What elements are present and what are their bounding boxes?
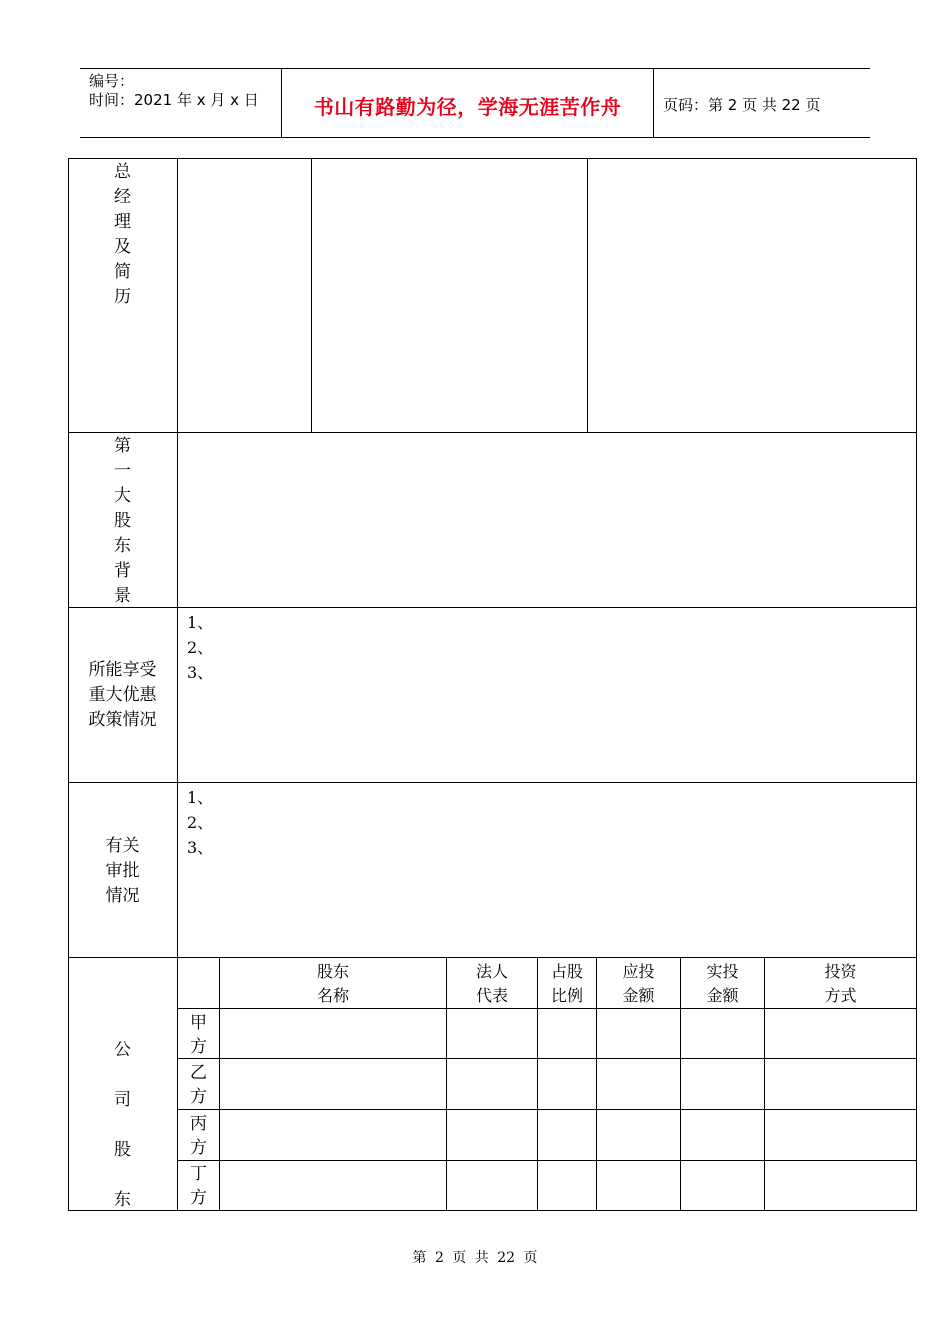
column-header-shareholder-name — [220, 960, 446, 1008]
column-header-amount-due — [597, 960, 680, 1008]
grid-row-line — [178, 1058, 917, 1059]
column-header-amount-paid — [681, 960, 764, 1008]
gm-input-cell-3[interactable] — [588, 159, 916, 432]
table-border-bottom — [68, 1210, 917, 1211]
list-item: 2、 — [187, 638, 214, 657]
list-item: 1、 — [187, 788, 214, 807]
party-char: 方 — [190, 1188, 207, 1208]
column-header-legal-rep — [447, 960, 537, 1008]
label-char: 理 — [114, 212, 131, 232]
label-line: 所能享受 — [88, 660, 157, 680]
preferential-policy-list[interactable] — [187, 610, 213, 685]
label-line: 情况 — [105, 886, 140, 906]
company-shareholders-label-char: 东 — [114, 1190, 131, 1210]
label-char: 景 — [114, 586, 131, 606]
label-char: 东 — [114, 536, 131, 556]
party-char: 方 — [190, 1138, 207, 1158]
label-line: 有关 — [105, 836, 140, 856]
grid-row-line — [178, 1160, 917, 1161]
column-header-investment-method — [765, 960, 916, 1008]
party-d-label — [178, 1162, 219, 1210]
header-line: 占股 — [550, 962, 583, 981]
header-line: 金额 — [706, 986, 739, 1005]
label-char: 一 — [114, 461, 131, 481]
header-line: 投资 — [824, 962, 857, 981]
header-line: 法人 — [475, 962, 508, 981]
grid-row-line — [178, 1109, 917, 1110]
header-line: 比例 — [550, 986, 583, 1005]
label-char: 历 — [114, 287, 131, 307]
party-a-label — [178, 1011, 219, 1059]
header-line: 方式 — [824, 986, 857, 1005]
header-line: 实投 — [706, 962, 739, 981]
column-header-share-ratio — [538, 960, 596, 1008]
motto-text: 书山有路勤为径，学海无涯苦作舟 — [313, 95, 622, 119]
party-char: 乙 — [190, 1063, 207, 1083]
company-shareholders-label-char: 公 — [114, 1040, 131, 1060]
header-page-label: 页码：第 2 页 共 22 页 — [663, 96, 821, 114]
header-line: 代表 — [475, 986, 508, 1005]
party-char: 丁 — [190, 1164, 207, 1184]
row-divider — [68, 782, 917, 783]
header-page-cell — [654, 69, 870, 137]
label-char: 总 — [114, 162, 131, 182]
label-char: 及 — [114, 237, 131, 257]
preferential-policy-label — [68, 658, 177, 733]
party-char: 方 — [190, 1037, 207, 1057]
header-meta-cell — [80, 69, 282, 137]
largest-shareholder-label — [68, 434, 177, 609]
label-char: 经 — [114, 187, 131, 207]
document-time-label: 时间：2021 年 x 月 x 日 — [89, 91, 259, 109]
label-line: 重大优惠 — [88, 685, 157, 705]
label-line: 政策情况 — [88, 710, 157, 730]
row-divider — [68, 957, 917, 958]
page-footer: 第 2 页 共 22 页 — [412, 1250, 538, 1266]
largest-shareholder-input[interactable] — [178, 433, 916, 607]
header-line: 股东 — [316, 962, 349, 981]
label-char: 简 — [114, 262, 131, 282]
gm-input-cell-1[interactable] — [178, 159, 311, 432]
party-c-label — [178, 1112, 219, 1160]
company-info-form — [68, 158, 917, 1211]
label-char: 大 — [114, 486, 131, 506]
approval-status-list[interactable] — [187, 785, 213, 860]
party-b-label — [178, 1061, 219, 1109]
list-item: 1、 — [187, 613, 214, 632]
gm-resume-label — [68, 160, 177, 310]
row-divider — [68, 607, 917, 608]
list-item: 3、 — [187, 663, 214, 682]
label-char: 第 — [114, 436, 131, 456]
header-line: 金额 — [622, 986, 655, 1005]
party-char: 方 — [190, 1087, 207, 1107]
table-border-right — [916, 158, 917, 1211]
party-char: 丙 — [190, 1114, 207, 1134]
gm-input-cell-2[interactable] — [312, 159, 587, 432]
header-motto-cell — [282, 69, 654, 137]
label-char: 背 — [114, 561, 131, 581]
company-shareholders-label-char: 司 — [114, 1090, 131, 1110]
label-line: 审批 — [105, 861, 140, 881]
page-header — [80, 68, 870, 138]
header-line: 名称 — [316, 986, 349, 1005]
list-item: 3、 — [187, 838, 214, 857]
grid-row-line — [178, 1008, 917, 1009]
party-char: 甲 — [190, 1013, 207, 1033]
document-number-label: 编号： — [89, 72, 135, 90]
approval-status-label — [68, 834, 177, 909]
company-shareholders-label-char: 股 — [114, 1140, 131, 1160]
list-item: 2、 — [187, 813, 214, 832]
header-line: 应投 — [622, 962, 655, 981]
label-char: 股 — [114, 511, 131, 531]
